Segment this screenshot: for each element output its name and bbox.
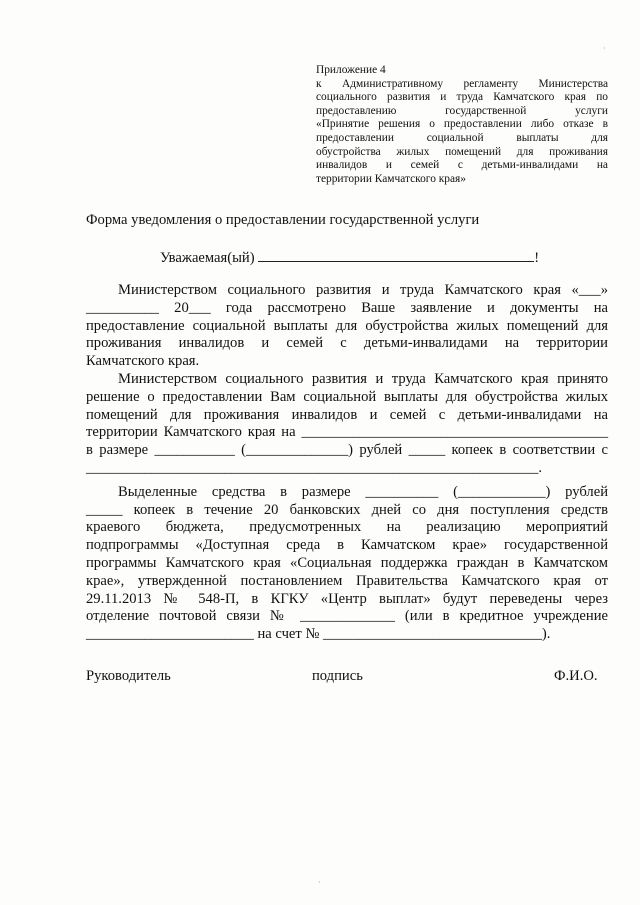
- paragraph-3-line: крае», утвержденной постановлением Правительства Камчатского края от: [86, 572, 608, 589]
- scan-speck: ·: [318, 878, 321, 887]
- recipient-name-blank[interactable]: [258, 249, 534, 262]
- appendix-line: предоставлению государственной услуги: [316, 104, 608, 117]
- paragraph-1-line: проживания инвалидов и семей с детьми-инвалидами на территории: [86, 335, 608, 352]
- paragraph-2-line: решение о предоставлении Вам социальной выплаты для обустройства жилых: [86, 388, 608, 405]
- greeting-suffix: !: [534, 250, 540, 266]
- paragraph-2-line: территории Камчатского края на __________________________________________: [86, 424, 608, 441]
- paragraph-1-line: Министерством социального развития и труда Камчатского края «___»: [118, 282, 608, 298]
- paragraph-3-line: подпрограммы «Доступная среда в Камчатском крае» государственной: [86, 537, 608, 554]
- notification-body: [86, 282, 608, 644]
- paragraph-2-line: помещений для проживания инвалидов и семей с детьми-инвалидами на: [86, 406, 608, 423]
- paragraph-2-line: ______________________________________________________________.: [86, 459, 543, 476]
- paragraph-3-line: _______________________ на счет № ______________________________).: [86, 626, 551, 643]
- paragraph-1-line: Камчатского края.: [86, 353, 200, 370]
- appendix-line: обустройства жилых помещений для проживания: [316, 145, 608, 158]
- appendix-line: инвалидов и семей с детьми-инвалидами на: [316, 159, 608, 172]
- form-title: Форма уведомления о предоставлении государственной услуги: [86, 212, 480, 228]
- appendix-line: социального развития и труда Камчатского края по: [316, 91, 608, 104]
- paragraph-3-line: программы Камчатского края «Социальная поддержка граждан в Камчатском: [86, 554, 608, 571]
- paragraph-3-line: _____ копеек в течение 20 банковских дней со дня поступления средств: [86, 501, 608, 518]
- signature-position: Руководитель: [86, 668, 171, 684]
- paragraph-3-line: Выделенные средства в размере __________ (____________) рублей: [118, 483, 608, 500]
- appendix-line: к Административному регламенту Министерства: [316, 77, 608, 90]
- signature-sign: подпись: [312, 668, 363, 684]
- appendix-number: Приложение 4: [316, 64, 386, 76]
- paragraph-1-line: __________ 20___ года рассмотрено Ваше заявление и документы на: [86, 299, 608, 316]
- paragraph-2-line: в размере ___________ (______________) рублей _____ копеек в соответствии с: [86, 442, 608, 459]
- appendix-header: [316, 64, 608, 186]
- signature-name: Ф.И.О.: [554, 668, 598, 684]
- paragraph-3-line: краевого бюджета, предусмотренных на реализацию мероприятий: [86, 519, 608, 536]
- paragraph-3-line: отделение почтовой связи № _____________ (или в кредитное учреждение: [86, 608, 608, 625]
- appendix-line: территории Камчатского края»: [316, 172, 466, 185]
- appendix-line: предоставлении социальной выплаты для: [316, 131, 608, 144]
- paragraph-3-line: 29.11.2013 № 548-П, в КГКУ «Центр выплат» будут переведены через: [86, 590, 608, 607]
- appendix-line: «Принятие решения о предоставлении либо отказе в: [316, 118, 608, 131]
- paragraph-1-line: предоставление социальной выплаты для обустройства жилых помещений для: [86, 317, 608, 334]
- scan-speck: ·: [603, 44, 606, 53]
- greeting-line: [160, 249, 539, 267]
- greeting-prefix: Уважаемая(ый): [160, 250, 255, 266]
- paragraph-2-line: Министерством социального развития и труда Камчатского края принято: [118, 370, 608, 387]
